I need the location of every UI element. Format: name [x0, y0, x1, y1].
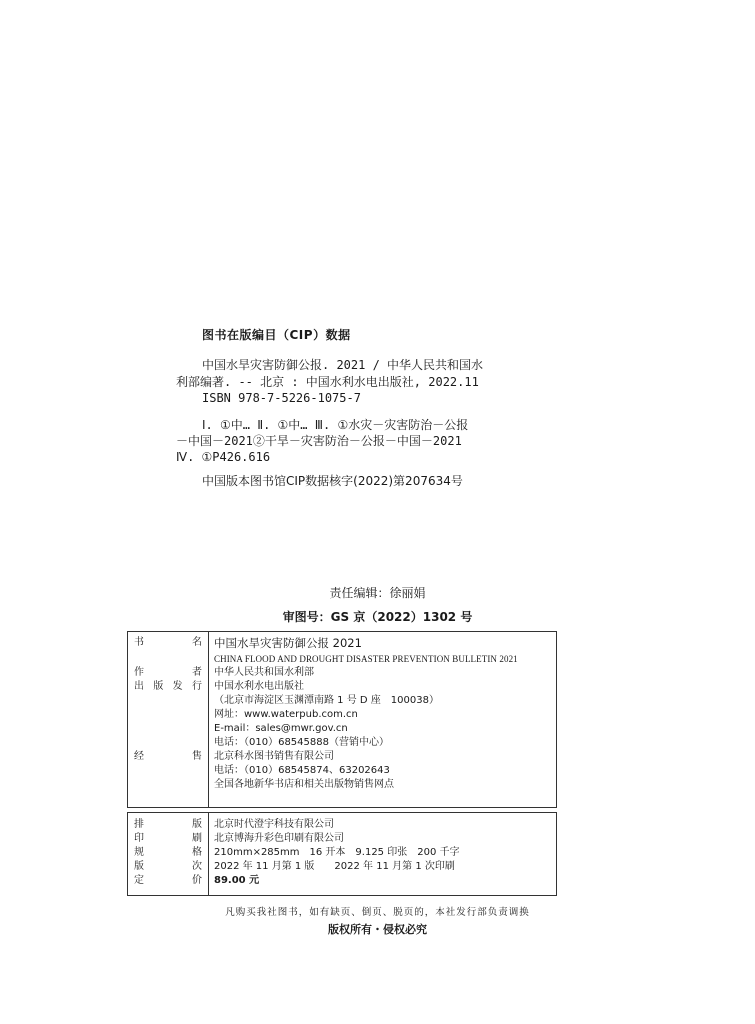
responsible-editor: 责任编辑：徐丽娟 [329, 586, 426, 600]
publisher-email: E-mail：sales@mwr.gov.cn [214, 723, 348, 734]
label-edition: 版 次 [134, 861, 202, 872]
cip-number: 中国版本图书馆CIP数据核字(2022)第207634号 [202, 474, 463, 488]
distributor-value: 北京科水图书销售有限公司 [214, 751, 334, 762]
edition-value: 2022 年 11 月第 1 版 2022 年 11 月第 1 次印刷 [214, 861, 455, 872]
label-typesetting: 排 版 [134, 819, 202, 830]
production-values [209, 813, 557, 896]
label-distributor: 经 售 [134, 751, 202, 762]
publisher-phone: 电话：（010）68545888（营销中心） [214, 737, 389, 748]
cip-isbn: ISBN 978-7-5226-1075-7 [202, 391, 361, 405]
production-labels [128, 813, 209, 896]
info-labels [128, 632, 209, 808]
cip-line-1: 中国水旱灾害防御公报. 2021 / 中华人民共和国水 [202, 358, 484, 372]
publisher-website: 网址：www.waterpub.com.cn [214, 709, 358, 720]
distribution-network: 全国各地新华书店和相关出版物销售网点 [214, 779, 394, 790]
label-publisher: 出 版 发 行 [134, 681, 202, 692]
production-info-table [127, 812, 557, 896]
label-spec: 规 格 [134, 847, 202, 858]
book-title-cn: 中国水旱灾害防御公报 2021 [214, 636, 362, 650]
cip-line-4: Ⅰ. ①中… Ⅱ. ①中… Ⅲ. ①水灾－灾害防治－公报 [202, 418, 469, 432]
book-title-en: CHINA FLOOD AND DROUGHT DISASTER PREVENTION BULLETIN 2021 [214, 654, 518, 664]
cip-line-2: 利部编著. -- 北京 : 中国水利水电出版社, 2022.11 [176, 375, 479, 389]
label-price: 定 价 [134, 875, 202, 886]
replacement-notice: 凡购买我社图书，如有缺页、倒页、脱页的，本社发行部负责调换 [225, 907, 530, 918]
publication-info-table [127, 631, 557, 808]
copyright-notice: 版权所有・侵权必究 [328, 923, 427, 936]
author-value: 中华人民共和国水利部 [214, 667, 314, 678]
printing-value: 北京博海升彩色印刷有限公司 [214, 833, 344, 844]
cip-title: 图书在版编目（CIP）数据 [202, 328, 351, 342]
publisher-address: （北京市海淀区玉渊潭南路 1 号 D 座 100038） [214, 695, 439, 706]
label-printing: 印 刷 [134, 833, 202, 844]
label-book-name: 书 名 [134, 637, 202, 648]
publisher-value: 中国水利水电出版社 [214, 681, 304, 692]
price-value: 89.00 元 [214, 875, 260, 886]
cip-line-6: Ⅳ. ①P426.616 [176, 450, 271, 464]
info-values [209, 632, 557, 808]
distributor-phone: 电话：（010）68545874、63202643 [214, 765, 390, 776]
map-review-number: 审图号：GS 京（2022）1302 号 [282, 610, 473, 624]
cip-line-5: －中国－2021②干旱－灾害防治－公报－中国－2021 [176, 434, 462, 448]
spec-value: 210mm×285mm 16 开本 9.125 印张 200 千字 [214, 847, 460, 858]
label-author: 作 者 [134, 667, 202, 678]
typesetting-value: 北京时代澄宇科技有限公司 [214, 819, 334, 830]
